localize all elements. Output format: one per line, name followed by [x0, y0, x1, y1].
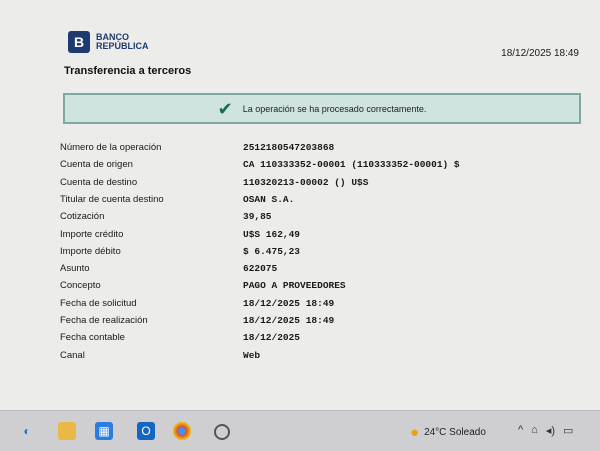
detail-value: U$S 162,49: [243, 228, 301, 240]
detail-row: [60, 177, 500, 193]
detail-label: Titular de cuenta destino: [60, 193, 164, 205]
detail-value: 39,85: [243, 211, 272, 223]
detail-value: 18/12/2025 18:49: [243, 315, 335, 326]
detail-row: [60, 159, 500, 175]
detail-label: Cuenta de origen: [60, 159, 133, 171]
detail-label: Canal: [60, 349, 85, 361]
bank-name-line2: REPÚBLICA: [96, 41, 149, 51]
bank-logo[interactable]: [68, 31, 149, 53]
detail-row: [60, 246, 500, 262]
taskbar: [0, 410, 600, 451]
detail-row: [60, 229, 500, 245]
battery-icon[interactable]: ▭: [563, 425, 574, 437]
detail-label: Número de la operación: [60, 142, 162, 153]
detail-label: Cotización: [60, 211, 105, 223]
file-explorer-icon[interactable]: [58, 422, 76, 440]
detail-row: [60, 142, 500, 158]
edge-icon[interactable]: ◐: [23, 424, 31, 438]
detail-row: [60, 332, 500, 348]
success-banner: [63, 93, 581, 124]
detail-value: $ 6.475,23: [243, 245, 301, 257]
network-icon[interactable]: ⌂: [531, 424, 538, 436]
detail-label: Cuenta de destino: [60, 176, 138, 188]
volume-icon[interactable]: ◂): [545, 425, 556, 437]
detail-row: [60, 280, 500, 296]
chevron-up-icon[interactable]: ^: [518, 424, 524, 436]
outlook-icon[interactable]: O: [137, 422, 155, 440]
weather-text: 24°C Soleado: [424, 427, 486, 438]
detail-row: [60, 194, 500, 210]
page-title: Transferencia a terceros: [64, 65, 192, 77]
weather-widget[interactable]: [410, 424, 486, 441]
detail-value: 622075: [243, 263, 278, 275]
detail-value: PAGO A PROVEEDORES: [243, 280, 346, 292]
circle-app-icon[interactable]: [214, 424, 230, 440]
bank-logo-icon: B: [68, 31, 90, 53]
detail-label: Fecha de realización: [60, 315, 148, 326]
store-icon[interactable]: ▦: [95, 422, 113, 440]
detail-value: 2512180547203868: [243, 142, 335, 153]
detail-value: 18/12/2025 18:49: [243, 297, 335, 309]
detail-label: Asunto: [60, 263, 90, 275]
detail-value: 110320213-00002 () U$S: [243, 176, 369, 188]
system-tray: [518, 424, 573, 437]
detail-label: Importe crédito: [60, 228, 124, 240]
detail-label: Fecha contable: [60, 332, 125, 344]
detail-label: Fecha de solicitud: [60, 297, 137, 309]
header-datetime: 18/12/2025 18:49: [501, 48, 579, 59]
detail-label: Concepto: [60, 280, 101, 292]
checkmark-icon: ✔: [217, 98, 233, 119]
detail-row: [60, 350, 500, 366]
detail-value: CA 110333352-00001 (110333352-00001) $: [243, 159, 460, 171]
detail-row: [60, 263, 500, 279]
bank-name-line1: BANCO: [96, 32, 129, 42]
success-message: La operación se ha procesado correctamente.: [242, 103, 427, 114]
detail-label: Importe débito: [60, 245, 121, 257]
detail-value: Web: [243, 349, 261, 361]
detail-row: [60, 315, 500, 331]
detail-row: [60, 211, 500, 227]
bank-logo-text: [96, 33, 149, 51]
detail-value: OSAN S.A.: [243, 193, 295, 205]
chrome-icon[interactable]: [173, 422, 191, 440]
sun-icon: ●: [410, 424, 420, 441]
detail-value: 18/12/2025: [243, 332, 301, 344]
detail-row: [60, 298, 500, 314]
